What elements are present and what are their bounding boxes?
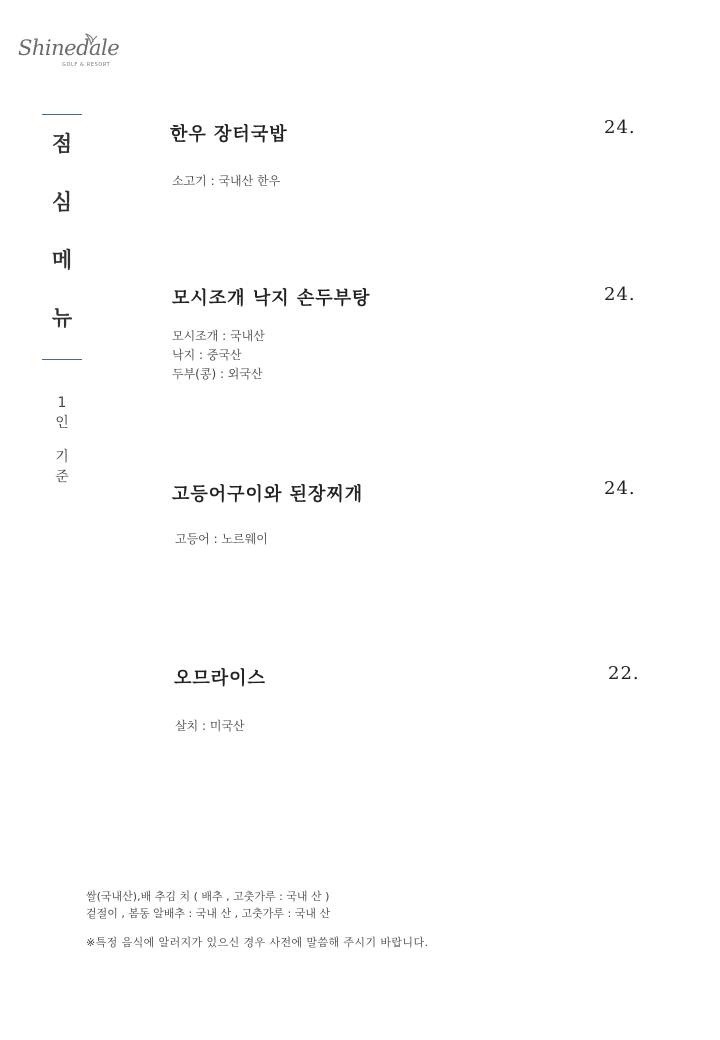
origin-line: 낙지 : 중국산 [172,348,242,362]
sidebar-serving-note [42,393,82,487]
sidebar-note-char: 인 [55,415,69,431]
menu-item-price: 24. [604,478,636,499]
menu-item-name: 모시조개 낙지 손두부탕 [172,288,371,309]
menu-item-price: 24. [604,284,636,305]
sidebar-title [42,126,82,358]
menu-item-price: 24. [604,117,636,138]
menu-item-name: 오므라이스 [174,668,266,689]
allergy-notice: ※특정 음식에 알러지가 있으신 경우 사전에 말씀해 주시기 바랍니다. [86,936,429,949]
sidebar-bottom-rule [42,359,82,360]
origin-line: 살치 : 미국산 [175,719,245,733]
origin-line: 고등어 : 노르웨이 [175,532,268,546]
menu-item-price: 22. [608,663,640,684]
menu-item-name: 고등어구이와 된장찌개 [172,484,364,505]
logo-subtext: GOLF & RESORT [62,62,111,68]
sidebar-title-char: 점 [51,132,73,156]
sidebar-title-char: 뉴 [51,306,73,330]
origin-line: 모시조개 : 국내산 [172,329,265,343]
brand-logo [18,36,120,78]
origin-line: 두부(콩) : 외국산 [172,367,263,381]
menu-item-name: 한우 장터국밥 [170,124,288,145]
sidebar-top-rule [42,114,82,115]
sidebar-title-char: 심 [51,190,73,214]
sidebar-note-char: 1 [57,395,67,411]
menu-item-origin [175,717,245,736]
sidebar-note-char: 기 [55,449,69,465]
menu-item-origin [175,530,268,549]
logo-wordmark: Shinedale [18,36,120,60]
menu-item-origin [172,172,280,191]
origin-line: 소고기 : 국내산 한우 [172,174,281,188]
footer-origin-line: 쌀(국내산),배 추김 치 ( 배추 , 고춧가루 : 국내 산 ) [86,890,330,903]
footer-notes [86,888,428,951]
sidebar-title-char: 메 [51,248,73,272]
sidebar-note-char: 준 [55,469,69,485]
footer-origin-line: 겉절이 , 봄동 알배추 : 국내 산 , 고춧가루 : 국내 산 [86,907,331,920]
menu-item-origin [172,327,265,384]
